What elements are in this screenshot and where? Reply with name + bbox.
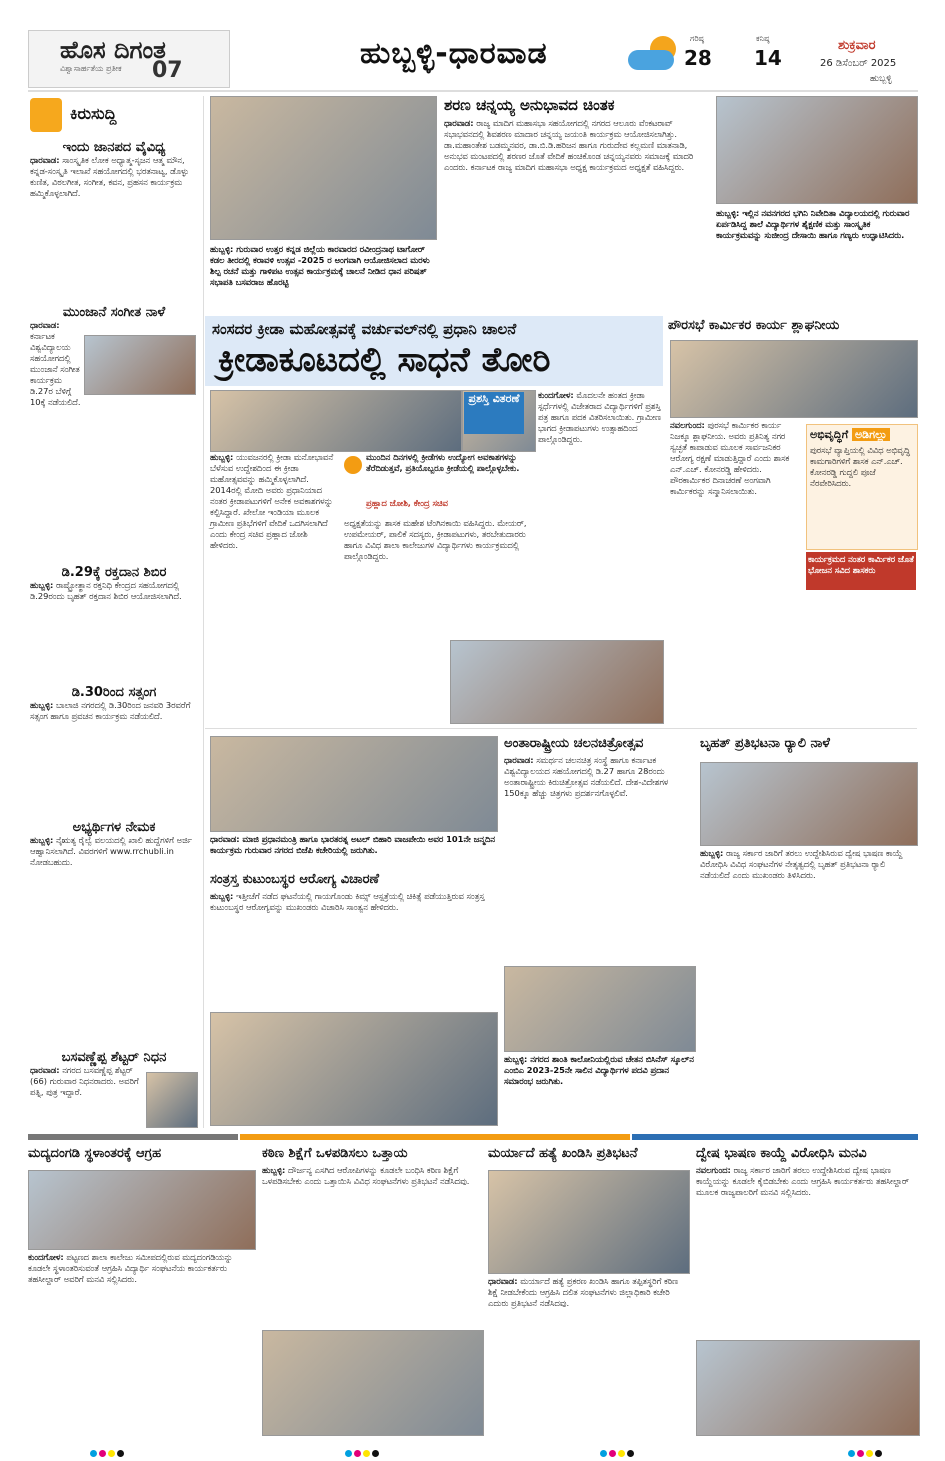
- print-dots: [848, 1442, 884, 1461]
- article-title: ಮದ್ಯದಂಗಡಿ ಸ್ಥಳಾಂತರಕ್ಕೆ ಆಗ್ರಹ: [28, 1146, 162, 1161]
- brief-title: ಮುಂಜಾನೆ ಸಂಗೀತ ನಾಳೆ: [62, 305, 166, 320]
- rally-photo: [700, 762, 918, 846]
- article-body: ಪುರಸಭೆ ಕಾರ್ಮಿಕರ ಕಾರ್ಯ ನಿಜಕ್ಕೂ ಶ್ಲಾಘನೀಯ. ಅವರು ಪ್ರತಿನಿತ್ಯ ನಗರ ಸ್ವಚ್ಛತೆ ಕಾಪಾಡುವ ಮೂಲಕ ಸಾರ್ವಜನಿಕರ ಆರೋಗ್ಯ ರಕ್ಷಣೆ ಮಾಡುತ್ತಿದ್ದಾರೆ ಎಂದು ಶಾಸಕ ಎನ್.ಎಚ್. ಕೋನರಡ್ಡಿ ಹೇಳಿದರು. ಪೌರಕಾರ್ಮಿಕರ ದಿನಾಚರಣೆ ಅಂಗವಾಗಿ ಕಾರ್ಮಿಕರನ್ನು ಸನ್ಮಾನಿಸಲಾಯಿತು.: [670, 420, 790, 496]
- quote-icon: [344, 456, 362, 474]
- article-body: ರಾಜ್ಯ ಸರ್ಕಾರ ಜಾರಿಗೆ ತರಲು ಉದ್ದೇಶಿಸಿರುವ ದ್ವೇಷ ಭಾಷಣ ಕಾಯ್ದೆಯನ್ನು ಕೂಡಲೇ ಕೈಬಿಡಬೇಕು ಎಂದು ಆಗ್ರಹಿಸಿ ಕಾರ್ಯಕರ್ತರು ತಹಸೀಲ್ದಾರ್ ಮೂಲಕ ರಾಜ್ಯಪಾಲರಿಗೆ ಮನವಿ ಸಲ್ಲಿಸಿದರು.: [696, 1165, 910, 1197]
- brief-place: ಧಾರವಾಡ:: [30, 1065, 60, 1075]
- article-title: ಪೌರಸಭೆ ಕಾರ್ಮಿಕರ ಕಾರ್ಯ ಶ್ಲಾಘನೀಯ: [668, 318, 840, 333]
- brief-title: ಬಸವಣ್ಣೆಪ್ಪ ಶೆಟ್ಟರ್ ನಿಧನ: [61, 1050, 167, 1065]
- protest-photo: [262, 1330, 484, 1436]
- brief-place: ಧಾರವಾಡ:: [30, 320, 60, 330]
- article-title: ಶರಣ ಚನ್ನಯ್ಯ ಅನುಭಾವದ ಚಿಂತಕ: [444, 96, 615, 114]
- brief-title: ಡಿ.29ಕ್ಕೆ ರಕ್ತದಾನ ಶಿಬಿರ: [61, 565, 167, 580]
- convocation-caption: ಹುಬ್ಬಳ್ಳಿ: ನಗರದ ಶಾಂತಿ ಕಾಲೋನಿಯಲ್ಲಿರುವ ಚೇತನ ಬಿಸಿನೆಸ್ ಸ್ಕೂಲ್‌ನ ಎಂಬಿಎ 2023-25ನೇ ಸಾಲಿನ ವಿದ್ಯಾರ್ಥಿಗಳ ಪದವಿ ಪ್ರದಾನ ಸಮಾರಂಭ ಜರುಗಿತು.: [504, 1054, 694, 1086]
- article-body: ಇತ್ತೀಚೆಗೆ ನಡೆದ ಘಟನೆಯಲ್ಲಿ ಗಾಯಗೊಂಡು ಕಿಮ್ಸ್ ಆಸ್ಪತ್ರೆಯಲ್ಲಿ ಚಿಕಿತ್ಸೆ ಪಡೆಯುತ್ತಿರುವ ಸಂತ್ರಸ್ತ ಕುಟುಂಬಸ್ಥರ ಆರೋಗ್ಯವನ್ನು ಮುಖಂಡರು ವಿಚಾರಿಸಿ ಸಾಂತ್ವನ ಹೇಳಿದರು.: [210, 891, 485, 912]
- brief-body: ಬಾಲಾಜಿ ನಗರದಲ್ಲಿ ಡಿ.30ರಿಂದ ಜನವರಿ 3ರವರೆಗೆ ಸತ್ಸಂಗ ಹಾಗೂ ಪ್ರವಚನ ಕಾರ್ಯಕ್ರಮ ನಡೆಯಲಿದೆ.: [30, 700, 191, 721]
- section-title: ಕಿರುಸುದ್ದಿ: [70, 104, 117, 123]
- article-title: ಅಂತಾರಾಷ್ಟ್ರೀಯ ಚಲನಚಿತ್ರೋತ್ಸವ: [504, 736, 644, 751]
- article-place: ಹುಬ್ಬಳ್ಳಿ:: [700, 848, 724, 858]
- bjp-event-photo: [210, 736, 498, 832]
- article-body: ರಾಜ್ಯ ಸರ್ಕಾರ ಜಾರಿಗೆ ತರಲು ಉದ್ದೇಶಿಸಿರುವ ದ್ವೇಷ ಭಾಷಣ ಕಾಯ್ದೆ ವಿರೋಧಿಸಿ ವಿವಿಧ ಸಂಘಟನೆಗಳ ನೇತೃತ್ವದಲ್ಲಿ ಬೃಹತ್ ಪ್ರತಿಭಟನಾ ರ್‍ಯಾಲಿ ನಡೆಯಲಿದೆ ಎಂದು ಮುಖಂಡರು ತಿಳಿಸಿದರು.: [700, 848, 903, 880]
- brief-title: ಡಿ.30ರಿಂದ ಸತ್ಸಂಗ: [71, 685, 157, 700]
- side-body: ಮೊದಲನೇ ಹಂತದ ಕ್ರೀಡಾ ಸ್ಪರ್ಧೆಗಳಲ್ಲಿ ವಿಜೇತರಾದ ವಿದ್ಯಾರ್ಥಿಗಳಿಗೆ ಪ್ರಶಸ್ತಿ ಪತ್ರ ಹಾಗೂ ಪದಕ ವಿತರಿಸಲಾಯಿತು. ಗ್ರಾಮೀಣ ಭಾಗದ ಕ್ರೀಡಾಪಟುಗಳು ಉತ್ಸಾಹದಿಂದ ಪಾಲ್ಗೊಂಡಿದ್ದರು.: [538, 390, 661, 444]
- masthead-rule: [28, 90, 918, 92]
- musicians-photo: [84, 335, 196, 395]
- article-body: ಸಮರ್ಥನ ಚಲನಚಿತ್ರ ಸಂಸ್ಥೆ ಹಾಗೂ ಕರ್ನಾಟಕ ವಿಶ್ವವಿದ್ಯಾಲಯದ ಸಹಯೋಗದಲ್ಲಿ ಡಿ.27 ಹಾಗೂ 28ರಂದು ಅಂತಾರಾಷ್ಟ್ರೀಯ ಕಿರುಚಿತ್ರೋತ್ಸವ ನಡೆಯಲಿದೆ. ದೇಶ-ವಿದೇಶಗಳ 150ಕ್ಕೂ ಹೆಚ್ಚು ಚಿತ್ರಗಳು ಪ್ರದರ್ಶನಗೊಳ್ಳಲಿವೆ.: [504, 755, 669, 798]
- article-place: ನವಲಗುಂದ:: [696, 1165, 731, 1175]
- brief-place: ಧಾರವಾಡ:: [30, 155, 60, 165]
- brief-body: ಕರ್ನಾಟಕ ವಿಶ್ವವಿದ್ಯಾಲಯ ಸಹಯೋಗದಲ್ಲಿ ಮುಂಜಾನೆ ಸಂಗೀತ ಕಾರ್ಯಕ್ರಮ ಡಿ.27ರ ಬೆಳಿಗ್ಗೆ 10ಕ್ಕೆ ನಡೆಯಲಿದೆ.: [30, 331, 81, 407]
- podium-photo: [450, 640, 664, 724]
- lead-headline: ಕ್ರೀಡಾಕೂಟದಲ್ಲಿ ಸಾಧನೆ ತೋರಿ: [218, 340, 551, 380]
- article-place: ನವಲಗುಂದ:: [670, 420, 705, 430]
- lead-body-continued: ಅಧ್ಯಕ್ಷತೆಯನ್ನು ಶಾಸಕ ಮಹೇಶ ಟೆಂಗಿನಕಾಯಿ ವಹಿಸಿದ್ದರು. ಮೇಯರ್, ಉಪಮೇಯರ್, ಪಾಲಿಕೆ ಸದಸ್ಯರು, ಕ್ರೀಡಾಪಟುಗಳು, ತರಬೇತುದಾರರು ಹಾಗೂ ವಿವಿಧ ಶಾಲಾ ಕಾಲೇಜುಗಳ ವಿದ್ಯಾರ್ಥಿಗಳು ಕಾರ್ಯಕ್ರಮದಲ್ಲಿ ಪಾಲ್ಗೊಂಡಿದ್ದರು.: [344, 518, 527, 561]
- brief-body: ನೈಋತ್ಯ ರೈಲ್ವೆ ವಲಯದಲ್ಲಿ ಖಾಲಿ ಹುದ್ದೆಗಳಿಗೆ ಅರ್ಜಿ ಆಹ್ವಾನಿಸಲಾಗಿದೆ. ವಿವರಗಳಿಗೆ www.rrchubli.in ನೋಡಬಹುದು.: [30, 835, 192, 867]
- convocation-photo: [504, 966, 696, 1052]
- print-dots: [345, 1442, 381, 1461]
- article-title: ಸಂತ್ರಸ್ತ ಕುಟುಂಬಸ್ಥರ ಆರೋಗ್ಯ ವಿಚಾರಣೆ: [210, 872, 379, 887]
- article-place: ಕುಂದಗೋಳ:: [28, 1252, 64, 1262]
- cloud-icon: [628, 50, 674, 70]
- article-place: ಧಾರವಾಡ:: [444, 118, 474, 128]
- program-note: ಕಾರ್ಯಕ್ರಮದ ನಂತರ ಕಾರ್ಮಿಕರ ಜೊತೆ ಭೋಜನ ಸವಿದ ಶಾಸಕರು: [806, 552, 916, 590]
- issue-date: 26 ಡಿಸೆಂಬರ್ 2025: [820, 58, 897, 69]
- lead-photo-1: [210, 390, 462, 452]
- article-body: ರಾಜ್ಯ ಮಾದಿಗ ಮಹಾಸಭಾ ಸಹಯೋಗದಲ್ಲಿ ನಗರದ ಆಲೂರು ವೆಂಕಟರಾವ್ ಸಭಾಭವನದಲ್ಲಿ ಶಿವಶರಣ ಮಾದಾರ ಚನ್ನಯ್ಯ ಜಯಂತಿ ಕಾರ್ಯಕ್ರಮ ಆಯೋಜಿಸಲಾಗಿತ್ತು. ಡಾ.ಮಹಾಂತೇಶ ಬಡಮ್ಮನವರ, ಡಾ.ಬಿ.ಡಿ.ಹರಿಜನ ಹಾಗೂ ಗುರುದೇವ ಕಲ್ಲಮಣಿ ಮಾತನಾಡಿ, ಅನುಭವ ಮಂಟಪದಲ್ಲಿ ಶರಣರ ಜೊತೆ ವೇದಿಕೆ ಹಂಚಿಕೊಂಡ ಚನ್ನಯ್ಯನವರು ಸಮಾಜಕ್ಕೆ ಮಾದರಿ ಎಂದರು. ಕರ್ನಾಟಕ ರಾಜ್ಯ ಮಾದಿಗ ಮಹಾಸಭಾ ಅಧ್ಯಕ್ಷ ಕಾರ್ಯಕ್ರಮದ ಅಧ್ಯಕ್ಷತೆ ವಹಿಸಿದ್ದರು.: [444, 118, 694, 172]
- strip-bar: [632, 1134, 918, 1140]
- article-title: ಬೃಹತ್ ಪ್ರತಿಭಟನಾ ರ್‍ಯಾಲಿ ನಾಳೆ: [700, 736, 830, 751]
- paper-tagline: ವಿಶ್ವಾಸಾರ್ಹತೆಯ ಪ್ರತೀಕ: [60, 64, 122, 73]
- edition-city: ಹುಬ್ಬಳ್ಳಿ-ಧಾರವಾಡ: [360, 36, 548, 71]
- honour-killing-protest-photo: [488, 1170, 690, 1274]
- sand-art-photo: [210, 96, 437, 240]
- lead-kicker: ಸಂಸದರ ಕ್ರೀಡಾ ಮಹೋತ್ಸವಕ್ಕೆ ವರ್ಚುವಲ್‌ನಲ್ಲಿ ಪ್ರಧಾನಿ ಚಾಲನೆ: [212, 320, 517, 338]
- hand-icon: [30, 98, 62, 132]
- strip-bar: [28, 1134, 238, 1140]
- strip-bar: [240, 1134, 630, 1140]
- print-dots: [90, 1442, 126, 1461]
- brief-title: ಅಭ್ಯರ್ಥಿಗಳ ನೇಮಕ: [72, 820, 156, 835]
- development-head: ಅಭಿವೃದ್ಧಿಗೆ: [810, 428, 849, 441]
- article-place: ಹುಬ್ಬಳ್ಳಿ:: [262, 1165, 286, 1175]
- development-body: ಪುರಸಭೆ ವ್ಯಾಪ್ತಿಯಲ್ಲಿ ವಿವಿಧ ಅಭಿವೃದ್ಧಿ ಕಾಮಗಾರಿಗಳಿಗೆ ಶಾಸಕ ಎನ್.ಎಚ್. ಕೋನರಡ್ಡಿ ಗುದ್ದಲಿ ಪೂಜೆ ನೆರವೇರಿಸಿದರು.: [810, 445, 911, 488]
- liquor-shop-photo: [28, 1170, 256, 1250]
- hospital-visit-photo: [210, 1012, 498, 1126]
- article-body: ದೌರ್ಜನ್ಯ ಎಸಗಿದ ಆರೋಪಿಗಳನ್ನು ಕೂಡಲೇ ಬಂಧಿಸಿ ಕಠಿಣ ಶಿಕ್ಷೆಗೆ ಒಳಪಡಿಸಬೇಕು ಎಂದು ಒತ್ತಾಯಿಸಿ ವಿವಿಧ ಸಂಘಟನೆಗಳು ಪ್ರತಿಭಟನೆ ನಡೆಸಿದವು.: [262, 1165, 470, 1186]
- brief-body: ನಗರದ ಬಸವಣ್ಣೆಪ್ಪ ಶೆಟ್ಟರ್ (66) ಗುರುವಾರ ನಿಧನರಾದರು. ಅವರಿಗೆ ಪತ್ನಿ, ಪುತ್ರ ಇದ್ದಾರೆ.: [30, 1065, 139, 1097]
- development-word: ಅಡಿಗಲ್ಲು: [852, 428, 890, 441]
- school-event-caption: ಹುಬ್ಬಳ್ಳಿ: ಇಲ್ಲಿನ ನವನಗರದ ಭಗಿನಿ ನಿವೇದಿತಾ ವಿದ್ಯಾಲಯದಲ್ಲಿ ಗುರುವಾರ ಏರ್ಪಡಿಸಿದ್ದ ಶಾಲೆ ವಿದ್ಯಾರ್ಥಿಗಳ ಶೈಕ್ಷಣಿಕ ಮತ್ತು ಸಾಂಸ್ಕೃತಿಕ ಕಾರ್ಯಕ್ರಮವನ್ನು ಸುಜೀಂದ್ರ ದೇಸಾಯಿ ಹಾಗೂ ಗಣ್ಯರು ಉದ್ಘಾಟಿಸಿದರು.: [716, 208, 910, 240]
- print-dots: [600, 1442, 636, 1461]
- brief-title: ಇಂದು ಜಾನಪದ ವೈವಿಧ್ಯ: [62, 140, 166, 155]
- school-event-photo: [716, 96, 918, 204]
- min-temp-label: ಕನಿಷ್ಠ: [756, 34, 770, 43]
- page-number: 07: [152, 58, 183, 83]
- max-temp-label: ಗರಿಷ್ಠ: [690, 34, 704, 43]
- side-place: ಕುಂದಗೋಳ:: [538, 390, 574, 400]
- award-badge: ಪ್ರಶಸ್ತಿ ವಿತರಣೆ: [464, 392, 524, 434]
- development-box: [806, 424, 918, 550]
- lead-place: ಹುಬ್ಬಳ್ಳಿ:: [210, 452, 234, 462]
- sand-art-caption: ಹುಬ್ಬಳ್ಳಿ: ಗುರುವಾರ ಉತ್ತರ ಕನ್ನಡ ಜಿಲ್ಲೆಯ ಕಾರವಾರದ ರವೀಂದ್ರನಾಥ ಟಾಗೋರ್ ಕಡಲ ತೀರದಲ್ಲಿ ಕರಾವಳಿ ಉತ್ಸವ -2025 ರ ಅಂಗವಾಗಿ ಆಯೋಜಿಸಲಾದ ಮರಳು ಶಿಲ್ಪ ರಚನೆ ಮತ್ತು ಗಾಳಿಪಟ ಉತ್ಸವ ಕಾರ್ಯಕ್ರಮಕ್ಕೆ ಚಾಲನೆ ನೀಡಿದ ಧಾನ ಪರಿಷತ್ ಸಭಾಪತಿ ಬಸವರಾಜ ಹೊರಟ್ಟಿ: [210, 244, 430, 287]
- article-place: ಧಾರವಾಡ:: [504, 755, 534, 765]
- quote-author: ಪ್ರಹ್ಲಾದ ಜೋಶಿ, ಕೇಂದ್ರ ಸಚಿವ: [366, 498, 448, 508]
- article-place: ಹುಬ್ಬಳ್ಳಿ:: [210, 891, 234, 901]
- workers-photo: [670, 340, 918, 418]
- article-title: ಕಠಿಣ ಶಿಕ್ಷೆಗೆ ಒಳಪಡಿಸಲು ಒತ್ತಾಯ: [262, 1146, 408, 1161]
- brief-place: ಹುಬ್ಬಳ್ಳಿ:: [30, 835, 54, 845]
- issue-location: ಹುಬ್ಬಳ್ಳಿ: [870, 74, 892, 84]
- article-title: ಮರ್ಯಾದೆ ಹತ್ಯೆ ಖಂಡಿಸಿ ಪ್ರತಿಭಟನೆ: [488, 1146, 638, 1161]
- article-body: ಪಟ್ಟಣದ ಶಾಲಾ ಕಾಲೇಜು ಸಮೀಪದಲ್ಲಿರುವ ಮದ್ಯದಂಗಡಿಯನ್ನು ಕೂಡಲೇ ಸ್ಥಳಾಂತರಿಸುವಂತೆ ಆಗ್ರಹಿಸಿ ವಿದ್ಯಾರ್ಥಿ ಸಂಘಟನೆಯ ಕಾರ್ಯಕರ್ತರು ತಹಸೀಲ್ದಾರ್ ಅವರಿಗೆ ಮನವಿ ಸಲ್ಲಿಸಿದರು.: [28, 1252, 233, 1284]
- paper-name: ಹೊಸ ದಿಗಂತ: [60, 36, 166, 64]
- article-body-continued: [806, 594, 916, 718]
- max-temp: 28: [684, 46, 712, 70]
- brief-place: ಹುಬ್ಬಳ್ಳಿ:: [30, 580, 54, 590]
- article-place: ಧಾರವಾಡ:: [488, 1276, 518, 1286]
- column-divider: [203, 96, 204, 1128]
- article-body: ಮರ್ಯಾದೆ ಹತ್ಯೆ ಪ್ರಕರಣ ಖಂಡಿಸಿ ಹಾಗೂ ತಪ್ಪಿತಸ್ಥರಿಗೆ ಕಠಿಣ ಶಿಕ್ಷೆ ನೀಡಬೇಕೆಂದು ಆಗ್ರಹಿಸಿ ದಲಿತ ಸಂಘಟನೆಗಳು ಜಿಲ್ಲಾಧಿಕಾರಿ ಕಚೇರಿ ಎದುರು ಪ್ರತಿಭಟನೆ ನಡೆಸಿದವು.: [488, 1276, 679, 1308]
- weekday: ಶುಕ್ರವಾರ: [838, 38, 876, 53]
- lead-quote: ಮುಂದಿನ ದಿನಗಳಲ್ಲಿ ಕ್ರೀಡೆಗಳು ಉದ್ಯೋಗ ಅವಕಾಶಗಳನ್ನು ತೆರೆದಿಡುತ್ತವೆ, ಪ್ರತಿಯೊಬ್ಬರೂ ಕ್ರೀಡೆಯಲ್ಲಿ ಪಾಲ್ಗೊಳ್ಳಬೇಕು.: [366, 452, 520, 473]
- obituary-photo: [146, 1072, 198, 1128]
- lead-body: ಯುವಜನರಲ್ಲಿ ಕ್ರೀಡಾ ಮನೋಭಾವನೆ ಬೆಳೆಸುವ ಉದ್ದೇಶದಿಂದ ಈ ಕ್ರೀಡಾ ಮಹೋತ್ಸವವನ್ನು ಹಮ್ಮಿಕೊಳ್ಳಲಾಗಿದೆ. 2014ರಲ್ಲಿ ಮೋದಿ ಅವರು ಪ್ರಧಾನಿಯಾದ ನಂತರ ಕ್ರೀಡಾಪಟುಗಳಿಗೆ ಅನೇಕ ಅವಕಾಶಗಳನ್ನು ಕಲ್ಪಿಸಿದ್ದಾರೆ. ಖೇಲೋ ಇಂಡಿಯಾ ಮೂಲಕ ಗ್ರಾಮೀಣ ಪ್ರತಿಭೆಗಳಿಗೆ ವೇದಿಕೆ ಒದಗಿಸಲಾಗಿದೆ ಎಂದು ಕೇಂದ್ರ ಸಚಿವ ಪ್ರಹ್ಲಾದ ಜೋಶಿ ಹೇಳಿದರು.: [210, 452, 334, 550]
- brief-body: ಸಾಂಸ್ಕೃತಿಕ ಲೋಕ ಅಧ್ಯಾತ್ಮ-ಸೃಜನ ಆತ್ಮ ಮೌನ, ಕನ್ನಡ-ಸಂಸ್ಕೃತಿ ಇಲಾಖೆ ಸಹಯೋಗದಲ್ಲಿ ಭರತನಾಟ್ಯ, ಡೊಳ್ಳು ಕುಣಿತ, ವಿಠಲಗೀತ, ಸಂಗೀತ, ಕವನ, ಪ್ರಹಸನ ಕಾರ್ಯಕ್ರಮ ಹಮ್ಮಿಕೊಳ್ಳಲಾಗಿದೆ.: [30, 155, 189, 198]
- row-divider: [205, 728, 917, 729]
- quote-box: [344, 452, 534, 512]
- article-title: ದ್ವೇಷ ಭಾಷಣ ಕಾಯ್ದೆ ವಿರೋಧಿಸಿ ಮನವಿ: [696, 1146, 867, 1161]
- brief-place: ಹುಬ್ಬಳ್ಳಿ:: [30, 700, 54, 710]
- brief-body: ರಾಷ್ಟ್ರೋತ್ಥಾನ ರಕ್ತನಿಧಿ ಕೇಂದ್ರದ ಸಹಯೋಗದಲ್ಲಿ ಡಿ.29ರಂದು ಬೃಹತ್ ರಕ್ತದಾನ ಶಿಬಿರ ಆಯೋಜಿಸಲಾಗಿದೆ.: [30, 580, 182, 601]
- min-temp: 14: [754, 46, 782, 70]
- bjp-event-caption: ಧಾರವಾಡ: ಮಾಜಿ ಪ್ರಧಾನಮಂತ್ರಿ ಹಾಗೂ ಭಾರತರತ್ನ ಅಟಲ್ ಬಿಹಾರಿ ವಾಜಪೇಯಿ ಅವರ 101ನೇ ಜನ್ಮದಿನ ಕಾರ್ಯಕ್ರಮ ಗುರುವಾರ ನಗರದ ಬಿಜೆಪಿ ಕಚೇರಿಯಲ್ಲಿ ಜರುಗಿತು.: [210, 834, 495, 855]
- memorandum-photo: [696, 1340, 920, 1436]
